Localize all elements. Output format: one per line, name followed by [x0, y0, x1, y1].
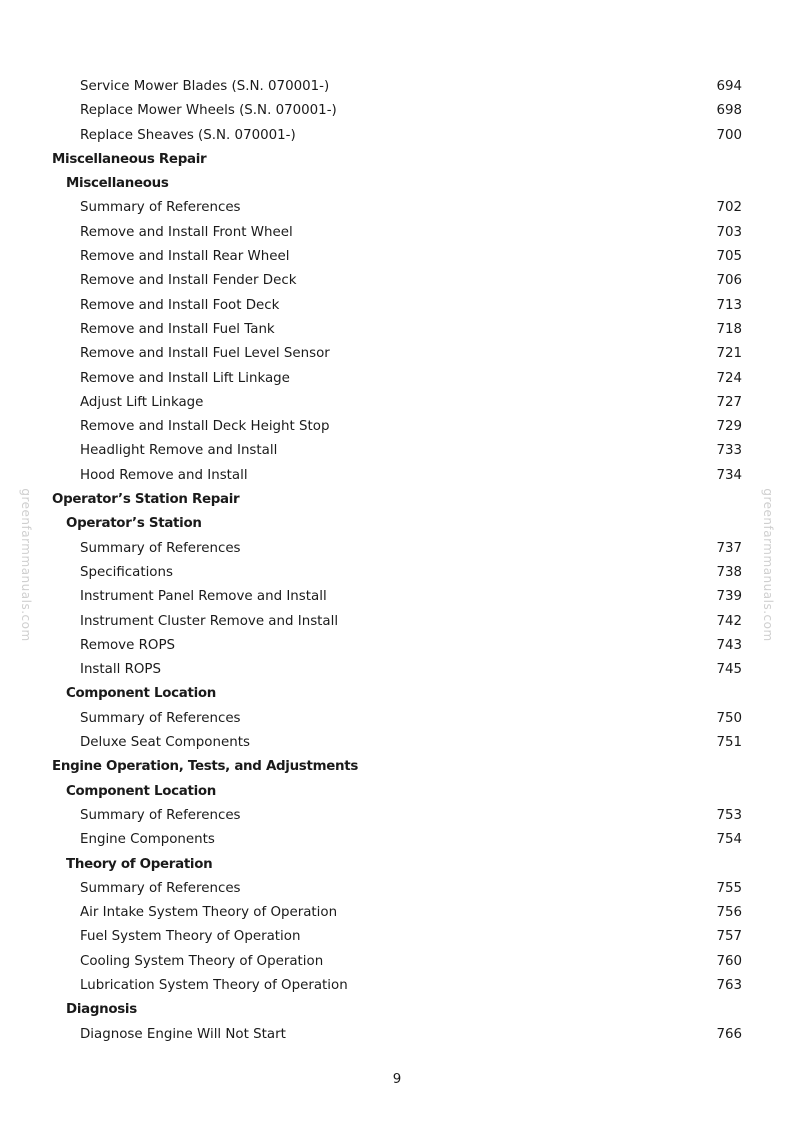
- toc-entry[interactable]: [0, 75, 794, 99]
- toc-entry-title: Summary of References: [80, 807, 241, 823]
- toc-entry[interactable]: [0, 439, 794, 463]
- toc-entry[interactable]: [0, 877, 794, 901]
- toc-entry-title: Remove and Install Foot Deck: [80, 297, 280, 313]
- toc-entry-title: Headlight Remove and Install: [80, 443, 278, 459]
- toc-entry-title: Remove ROPS: [80, 637, 176, 653]
- toc-entry-page-number: 700: [716, 127, 742, 143]
- toc-entry[interactable]: [0, 537, 794, 561]
- toc-entry[interactable]: [0, 99, 794, 123]
- toc-entry-title: Remove and Install Fuel Level Sensor: [80, 346, 330, 362]
- toc-entry-page-number: 766: [716, 1026, 742, 1042]
- toc-entry[interactable]: [0, 804, 794, 828]
- watermark-left: greenfarmmanuals.com: [19, 488, 33, 642]
- toc-entry-title: Diagnose Engine Will Not Start: [80, 1026, 286, 1042]
- toc-entry-page-number: 698: [716, 103, 742, 119]
- toc-entry-title: Replace Mower Wheels (S.N. 070001-): [80, 103, 337, 119]
- toc-entry[interactable]: [0, 464, 794, 488]
- toc-entry[interactable]: [0, 731, 794, 755]
- toc-section-heading: [0, 755, 794, 779]
- toc-entry-page-number: 733: [716, 443, 742, 459]
- toc-entry-title: Miscellaneous: [66, 176, 169, 192]
- toc-entry-title: Adjust Lift Linkage: [80, 394, 204, 410]
- table-of-contents: [0, 75, 794, 1047]
- toc-entry-title: Remove and Install Front Wheel: [80, 224, 293, 240]
- toc-entry-title: Theory of Operation: [66, 856, 213, 872]
- toc-section-heading: [0, 148, 794, 172]
- toc-entry-title: Engine Components: [80, 832, 215, 848]
- toc-entry-title: Deluxe Seat Components: [80, 735, 250, 751]
- toc-entry-title: Instrument Cluster Remove and Install: [80, 613, 339, 629]
- toc-entry[interactable]: [0, 318, 794, 342]
- toc-entry[interactable]: [0, 367, 794, 391]
- toc-entry-page-number: 755: [716, 880, 742, 896]
- toc-entry-title: Summary of References: [80, 710, 241, 726]
- toc-entry-title: Air Intake System Theory of Operation: [80, 905, 338, 921]
- toc-entry-page-number: 718: [716, 321, 742, 337]
- toc-entry-title: Service Mower Blades (S.N. 070001-): [80, 79, 330, 94]
- toc-entry-page-number: 705: [716, 249, 742, 265]
- toc-entry[interactable]: [0, 950, 794, 974]
- toc-entry-title: Operator’s Station Repair: [52, 492, 240, 508]
- toc-entry[interactable]: [0, 294, 794, 318]
- toc-entry[interactable]: [0, 828, 794, 852]
- toc-entry[interactable]: [0, 585, 794, 609]
- page-number: 9: [392, 1072, 402, 1087]
- toc-entry[interactable]: [0, 901, 794, 925]
- toc-entry-page-number: 757: [716, 929, 742, 945]
- toc-subsection-heading: [0, 682, 794, 706]
- toc-entry[interactable]: [0, 245, 794, 269]
- toc-entry-page-number: 694: [716, 79, 742, 94]
- toc-subsection-heading: [0, 512, 794, 536]
- toc-entry-page-number: 703: [716, 224, 742, 240]
- toc-entry-page-number: 727: [716, 394, 742, 410]
- toc-section-heading: [0, 488, 794, 512]
- toc-entry-page-number: 729: [716, 419, 742, 435]
- toc-entry-title: Summary of References: [80, 540, 241, 556]
- toc-entry[interactable]: [0, 610, 794, 634]
- toc-entry-title: Instrument Panel Remove and Install: [80, 589, 327, 605]
- toc-subsection-heading: [0, 998, 794, 1022]
- toc-entry[interactable]: [0, 269, 794, 293]
- toc-entry[interactable]: [0, 391, 794, 415]
- toc-entry-page-number: 745: [716, 662, 742, 678]
- toc-entry[interactable]: [0, 634, 794, 658]
- toc-entry-page-number: 737: [716, 540, 742, 556]
- toc-subsection-heading: [0, 853, 794, 877]
- toc-entry-title: Cooling System Theory of Operation: [80, 953, 324, 969]
- toc-entry-page-number: 763: [716, 977, 742, 993]
- toc-entry-title: Remove and Install Rear Wheel: [80, 249, 290, 265]
- toc-entry-page-number: 751: [716, 735, 742, 751]
- toc-entry[interactable]: [0, 124, 794, 148]
- toc-entry-page-number: 724: [716, 370, 742, 386]
- toc-entry-page-number: 738: [716, 564, 742, 580]
- toc-entry-title: Remove and Install Lift Linkage: [80, 370, 290, 386]
- toc-entry-title: Replace Sheaves (S.N. 070001-): [80, 127, 296, 143]
- toc-entry-title: Miscellaneous Repair: [52, 151, 207, 167]
- toc-entry-title: Engine Operation, Tests, and Adjustments: [52, 759, 359, 775]
- toc-entry-title: Summary of References: [80, 880, 241, 896]
- toc-entry-title: Diagnosis: [66, 1002, 137, 1018]
- toc-entry-page-number: 706: [716, 273, 742, 289]
- toc-entry-page-number: 754: [716, 832, 742, 848]
- toc-entry[interactable]: [0, 221, 794, 245]
- toc-entry-title: Remove and Install Deck Height Stop: [80, 419, 330, 435]
- toc-entry[interactable]: [0, 707, 794, 731]
- toc-entry-title: Remove and Install Fuel Tank: [80, 321, 275, 337]
- toc-entry-page-number: 702: [716, 200, 742, 216]
- toc-entry[interactable]: [0, 925, 794, 949]
- toc-entry[interactable]: [0, 561, 794, 585]
- toc-entry[interactable]: [0, 974, 794, 998]
- toc-entry-page-number: 713: [716, 297, 742, 313]
- toc-entry-title: Lubrication System Theory of Operation: [80, 977, 348, 993]
- toc-entry-page-number: 742: [716, 613, 742, 629]
- toc-entry-title: Operator’s Station: [66, 516, 202, 532]
- toc-entry-title: Component Location: [66, 686, 217, 702]
- toc-entry-title: Remove and Install Fender Deck: [80, 273, 297, 289]
- toc-entry-page-number: 739: [716, 589, 742, 605]
- toc-entry-title: Fuel System Theory of Operation: [80, 929, 301, 945]
- toc-entry-page-number: 750: [716, 710, 742, 726]
- toc-subsection-heading: [0, 780, 794, 804]
- toc-entry[interactable]: [0, 1023, 794, 1047]
- toc-entry-title: Summary of References: [80, 200, 241, 216]
- toc-subsection-heading: [0, 172, 794, 196]
- toc-entry-page-number: 760: [716, 953, 742, 969]
- toc-entry[interactable]: [0, 342, 794, 366]
- toc-entry[interactable]: [0, 415, 794, 439]
- toc-entry[interactable]: [0, 196, 794, 220]
- toc-entry-page-number: 721: [716, 346, 742, 362]
- toc-entry-page-number: 734: [716, 467, 742, 483]
- toc-entry[interactable]: [0, 658, 794, 682]
- toc-entry-title: Specifications: [80, 564, 173, 580]
- toc-entry-title: Install ROPS: [80, 662, 161, 678]
- watermark-right: greenfarmmanuals.com: [761, 488, 775, 642]
- toc-entry-title: Component Location: [66, 783, 217, 799]
- toc-entry-title: Hood Remove and Install: [80, 467, 248, 483]
- toc-entry-page-number: 753: [716, 807, 742, 823]
- toc-entry-page-number: 743: [716, 637, 742, 653]
- toc-entry-page-number: 756: [716, 905, 742, 921]
